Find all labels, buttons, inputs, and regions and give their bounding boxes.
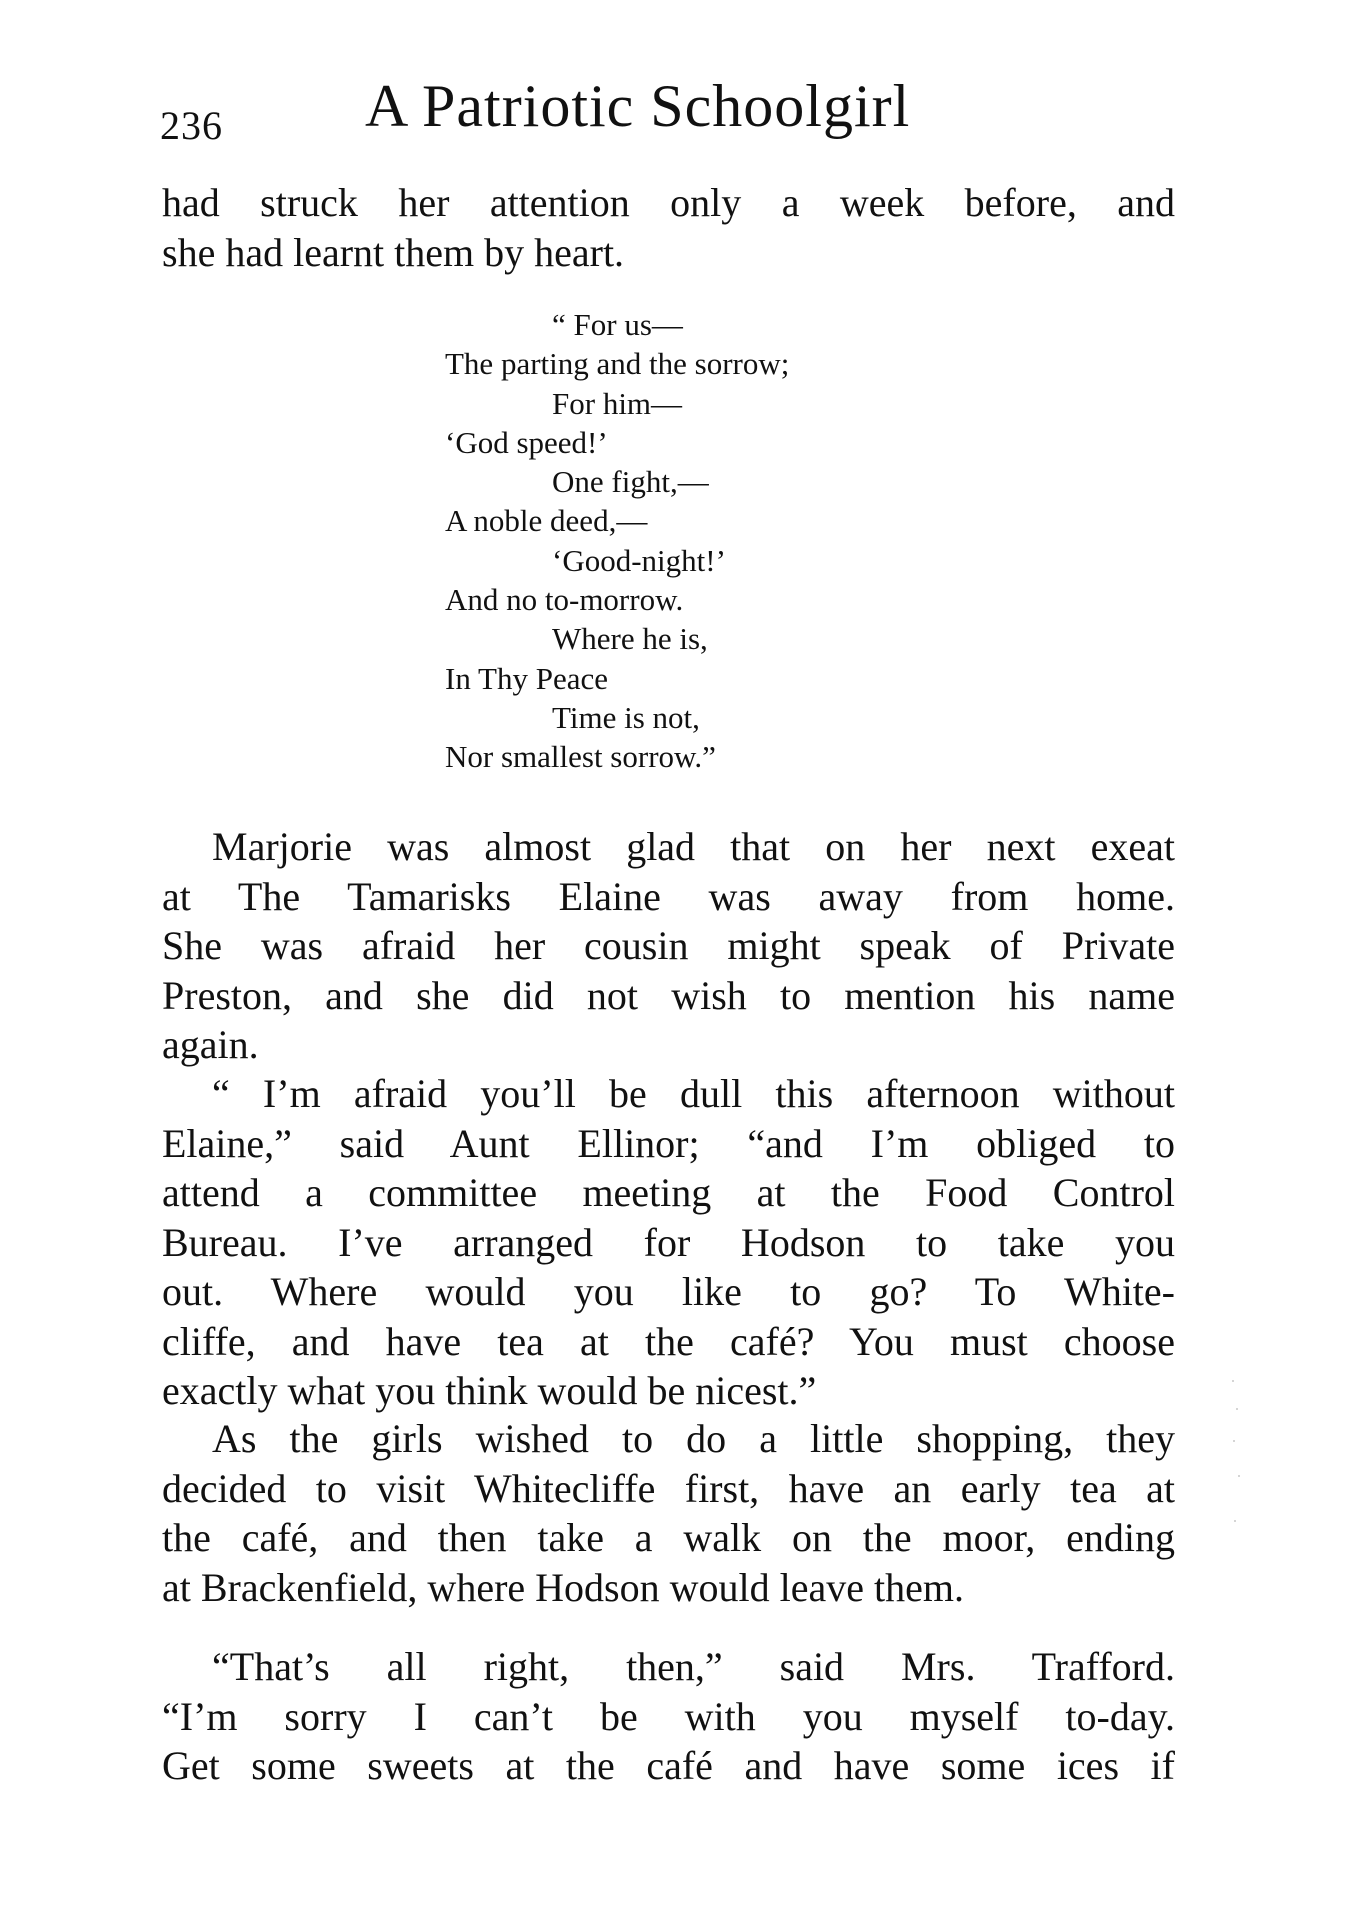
paragraph (162, 1642, 1175, 1791)
text-line: Preston, and she did not wish to mention his name (162, 972, 1175, 1018)
text-line: the café, and then take a walk on the moor, ending (162, 1515, 1175, 1560)
scan-speck (1234, 1520, 1236, 1522)
text-line: exactly what you think would be nicest.” (162, 1368, 817, 1413)
poem-line: Where he is, (552, 621, 708, 657)
text-line: Elaine,” said Aunt Ellinor; “and I’m obliged to (162, 1120, 1175, 1166)
paragraph (162, 1069, 1175, 1416)
text-line: she had learnt them by heart. (162, 229, 625, 275)
text-line: “That’s all right, then,” said Mrs. Trafford. (212, 1644, 1175, 1689)
poem-line: For him— (552, 385, 683, 421)
poem-line: A noble deed,— (445, 503, 648, 539)
text-line: cliffe, and have tea at the café? You must choose (162, 1318, 1175, 1364)
scan-speck (1232, 1380, 1234, 1382)
scan-speck (1236, 1408, 1238, 1410)
poem-line: The parting and the sorrow; (445, 346, 790, 382)
page-header (160, 72, 1180, 162)
scan-speck (1238, 1475, 1240, 1477)
text-line: again. (162, 1022, 259, 1067)
running-title: A Patriotic Schoolgirl (365, 73, 911, 139)
text-line: out. Where would you like to go? To White- (162, 1269, 1175, 1314)
text-line: She was afraid her cousin might speak of Private (162, 923, 1175, 968)
poem-line: In Thy Peace (445, 660, 608, 696)
scan-speck (1233, 1440, 1235, 1442)
text-line: at The Tamarisks Elaine was away from home. (162, 873, 1175, 919)
intro-paragraph (162, 178, 1175, 277)
text-line: “I’m sorry I can’t be with you myself to-day. (162, 1693, 1175, 1739)
poem-line: “ For us— (552, 307, 683, 342)
poem-block (445, 305, 789, 777)
text-line: Get some sweets at the café and have some ices if (162, 1743, 1175, 1788)
poem-line: Time is not, (552, 699, 700, 735)
text-line: had struck her attention only a week before, and (162, 180, 1175, 225)
scan-specks (1230, 1380, 1250, 1530)
paragraph (162, 1414, 1175, 1612)
page-number: 236 (160, 103, 223, 148)
text-line: As the girls wished to do a little shopping, they (212, 1416, 1175, 1461)
text-line: “ I’m afraid you’ll be dull this afternoon without (212, 1071, 1175, 1116)
text-line: at Brackenfield, where Hodson would leave them. (162, 1564, 964, 1610)
poem-line: Nor smallest sorrow.” (445, 739, 716, 775)
poem-line: ‘Good-night!’ (552, 542, 726, 578)
text-line: Bureau. I’ve arranged for Hodson to take you (162, 1219, 1175, 1265)
poem-line: ‘God speed!’ (445, 424, 608, 460)
text-line: decided to visit Whitecliffe first, have an early tea at (162, 1465, 1175, 1511)
text-line: attend a committee meeting at the Food Control (162, 1170, 1175, 1215)
poem-line: And no to-morrow. (445, 582, 684, 618)
paragraph (162, 822, 1175, 1070)
text-line: Marjorie was almost glad that on her next exeat (212, 824, 1175, 869)
poem-line: One fight,— (552, 464, 709, 500)
